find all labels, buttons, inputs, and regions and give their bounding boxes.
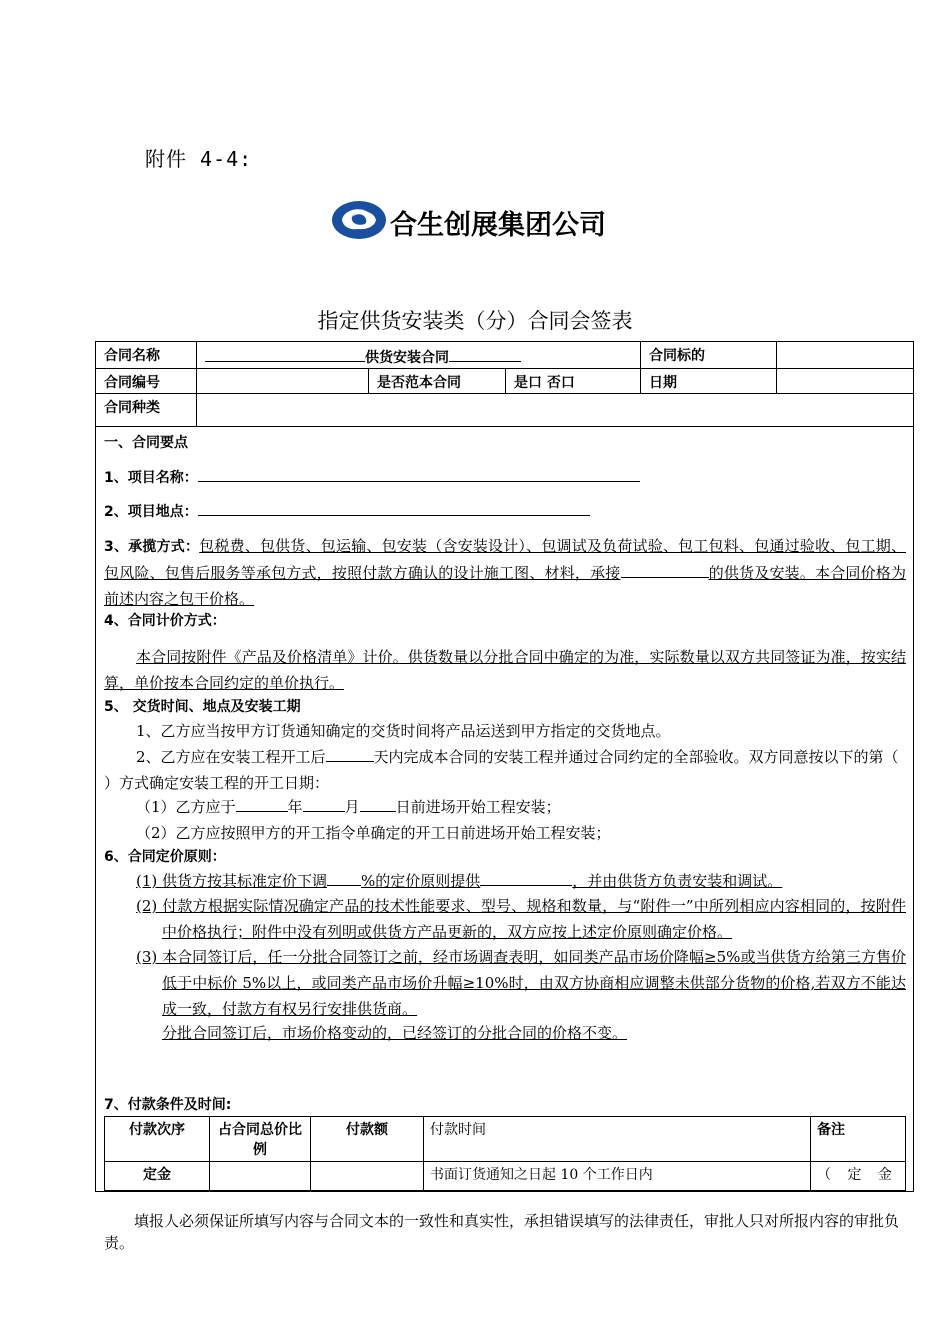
deposit-amount-field[interactable] <box>311 1162 424 1191</box>
start-year-field[interactable] <box>236 795 288 812</box>
pricing-method-content: 本合同按附件《产品及价格清单》计价。供货数量以分批合同中确定的为准，实际数量以双方共同签证为准，按实结算，单价按本合同约定的单价执行。 <box>104 648 906 692</box>
company-logo-icon <box>330 198 388 246</box>
project-name-label: 1、项目名称： <box>104 470 198 486</box>
company-name: 合生创展集团公司 <box>390 209 606 241</box>
company-header <box>330 200 606 244</box>
section-key-points: 一、合同要点 <box>104 435 188 451</box>
contract-mode-label: 3、承揽方式： <box>104 539 200 555</box>
is-template-label: 是否范本合同 <box>369 369 506 394</box>
contract-type-label: 合同种类 <box>96 394 197 427</box>
delivery-clause-3d: 日前进场开始工程安装； <box>395 798 561 816</box>
pricing-principle-3-text: (3) 本合同签订后，任一分批合同签订之前，经市场调查表明，如同类产品市场价降幅≥5%或当供货方给第三方售价低于中标价 5%以上，或同类产品市场价升幅≥10%时，由双方协商相应调整未供部分货物的价格,若双方不能达成一致，付款方有权另行安排供货商。 <box>136 948 906 1018</box>
pricing-principle-1 <box>136 868 906 894</box>
col-payment-time: 付款时间 <box>424 1117 811 1162</box>
payment-table <box>104 1116 906 1191</box>
contract-no-label: 合同编号 <box>96 369 197 394</box>
deposit-time: 书面订货通知之日起 10 个工作日内 <box>424 1162 811 1191</box>
delivery-clause-2b: 天内完成本合同的安装工程并通过合同约定的全部验收。双方同意按以下的第（ ）方式确定安装工程的开工日期： <box>104 748 899 792</box>
start-day-field[interactable] <box>360 795 396 812</box>
col-payment-amount: 付款额 <box>311 1117 424 1162</box>
start-month-field[interactable] <box>303 795 345 812</box>
contract-name-label: 合同名称 <box>96 342 197 369</box>
contract-type-field[interactable] <box>197 394 913 427</box>
delivery-clause-3 <box>136 794 906 820</box>
item-contract-mode <box>104 533 906 612</box>
contract-subject-field[interactable] <box>777 342 913 369</box>
pricing-principle-1b: %的定价原则提供 <box>361 872 481 890</box>
install-days-field[interactable] <box>326 745 374 762</box>
item-payment-terms: 7、付款条件及时间: <box>104 1097 232 1113</box>
item-project-location <box>104 498 906 525</box>
item-project-name <box>104 464 906 491</box>
table-row <box>105 1162 906 1191</box>
pricing-method-text <box>104 644 906 696</box>
project-location-label: 2、项目地点： <box>104 504 198 520</box>
deposit-order: 定金 <box>105 1162 210 1191</box>
pricing-principle-2 <box>136 893 906 945</box>
payment-table-header <box>105 1117 906 1162</box>
delivery-clause-2a: 2、乙方应在安装工程开工后 <box>136 748 326 766</box>
year-label: 年 <box>287 798 303 816</box>
pricing-principle-4 <box>162 1020 906 1046</box>
pricing-principle-4-text: 分批合同签订后，市场价格变动的，已经签订的分批合同的价格不变。 <box>162 1024 628 1042</box>
project-location-field[interactable] <box>198 499 590 516</box>
delivery-clause-1: 1、乙方应当按甲方订货通知确定的交货时间将产品运送到甲方指定的交货地点。 <box>136 722 671 740</box>
col-payment-order: 付款次序 <box>105 1117 210 1162</box>
project-name-field[interactable] <box>198 465 640 482</box>
date-label: 日期 <box>641 369 777 394</box>
contract-subject-label: 合同标的 <box>641 342 777 369</box>
col-payment-remark: 备注 <box>811 1117 906 1162</box>
is-template-options[interactable]: 是口 否口 <box>506 369 641 394</box>
contract-name-field[interactable] <box>197 342 641 369</box>
delivery-clause-3a: （1）乙方应于 <box>136 798 236 816</box>
contract-name-value: 供货安装合同 <box>365 350 449 366</box>
pricing-principle-1a: (1) 供货方按其标准定价下调 <box>136 872 328 890</box>
deposit-ratio-field[interactable] <box>210 1162 311 1191</box>
item-pricing-method: 4、合同计价方式： <box>104 613 226 629</box>
contract-name-blank <box>205 345 365 362</box>
pricing-principle-3 <box>136 944 906 1022</box>
item-delivery: 5、 交货时间、地点及安装工期 <box>104 699 301 715</box>
pricing-principle-2-text: (2) 付款方根据实际情况确定产品的技术性能要求、型号、规格和数量，与“附件一”中所列相应内容相同的，按附件中价格执行；附件中没有列明或供货方产品更新的，双方应按上述定价原则确定价格。 <box>136 897 906 941</box>
delivery-clause-2 <box>104 744 906 796</box>
footer-note: 填报人必须保证所填写内容与合同文本的一致性和真实性，承担错误填写的法律责任，审批人只对所报内容的审批负责。 <box>104 1212 900 1252</box>
col-payment-ratio: 占合同总价比例 <box>210 1117 311 1162</box>
attachment-label: 附件 4-4: <box>145 147 253 171</box>
contract-name-blank-2 <box>449 345 521 362</box>
pricing-principle-1c: ，并由供货方负责安装和调试。 <box>572 872 783 890</box>
form-title: 指定供货安装类（分）合同会签表 <box>317 309 633 333</box>
deposit-remark: （ 定 金 <box>811 1162 906 1191</box>
product-field[interactable] <box>480 869 572 886</box>
date-field[interactable] <box>777 369 913 394</box>
contract-mode-blank[interactable] <box>621 561 709 578</box>
discount-field[interactable] <box>327 869 361 886</box>
month-label: 月 <box>344 798 360 816</box>
contract-mode-text-2: 的供货及安装。本合同价格为前述内容之包干价格。 <box>104 564 906 608</box>
delivery-clause-4: （2）乙方应按照甲方的开工指令单确定的开工日前进场开始工程安装； <box>136 824 611 842</box>
item-pricing-principles: 6、合同定价原则： <box>104 849 226 865</box>
contract-mode-text: 包税费、包供货、包运输、包安装（含安装设计）、包调试及负荷试验、包工包料、包通过验收、包工期、包风险、包售后服务等承包方式，按照付款方确认的设计施工图、材料，承接 <box>104 537 906 582</box>
contract-no-field[interactable] <box>197 369 369 394</box>
